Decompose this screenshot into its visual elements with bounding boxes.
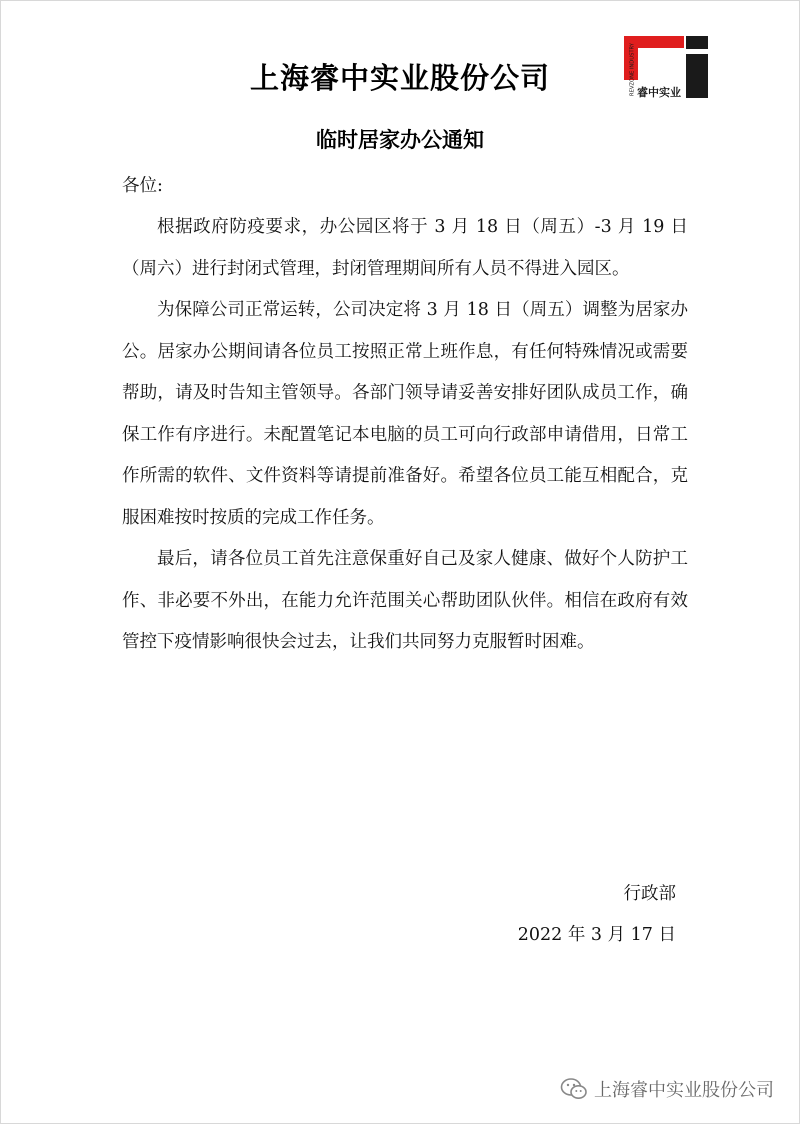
notice-body <box>122 166 688 664</box>
paragraph-2: 为保障公司正常运转，公司决定将 3 月 18 日（周五）调整为居家办公。居家办公期间请各位员工按照正常上班作息，有任何特殊情况或需要帮助，请及时告知主管领导。各部门领导请妥善安排好团队成员工作，确保工作有序进行。未配置笔记本电脑的员工可向行政部申请借用，日常工作所需的软件、文件资料等请提前准备好。希望各位员工能互相配合，克服困难按时按质的完成工作任务。 <box>122 300 688 528</box>
signature-department: 行政部 <box>623 884 676 904</box>
footer-account-name: 上海睿中实业股份公司 <box>594 1080 774 1101</box>
notice-title: 临时居家办公通知 <box>316 128 484 152</box>
signature-date: 2022 年 3 月 17 日 <box>517 925 676 945</box>
logo-brand-en: REVZONE INDUSTRY <box>629 43 636 96</box>
logo-dark-bar <box>686 54 708 98</box>
company-title: 上海睿中实业股份公司 <box>249 61 550 95</box>
salutation: 各位: <box>122 176 163 196</box>
paragraph-3: 最后，请各位员工首先注意保重好自己及家人健康、做好个人防护工作、非必要不外出，在能力允许范围关心帮助团队伙伴。相信在政府有效管控下疫情影响很快会过去，让我们共同努力克服暂时困难。 <box>122 549 688 652</box>
wechat-icon <box>560 1077 588 1101</box>
footer-watermark <box>560 1076 774 1102</box>
paragraph-1: 根据政府防疫要求，办公园区将于 3 月 18 日（周五）-3 月 19 日（周六）进行封闭式管理，封闭管理期间所有人员不得进入园区。 <box>122 217 688 279</box>
logo-white-notch <box>638 48 684 80</box>
signature-block <box>518 874 676 956</box>
logo-dark-dot <box>686 36 708 49</box>
revzone-logo-icon <box>624 36 708 98</box>
logo-brand-cn: 睿中实业 <box>637 86 681 98</box>
